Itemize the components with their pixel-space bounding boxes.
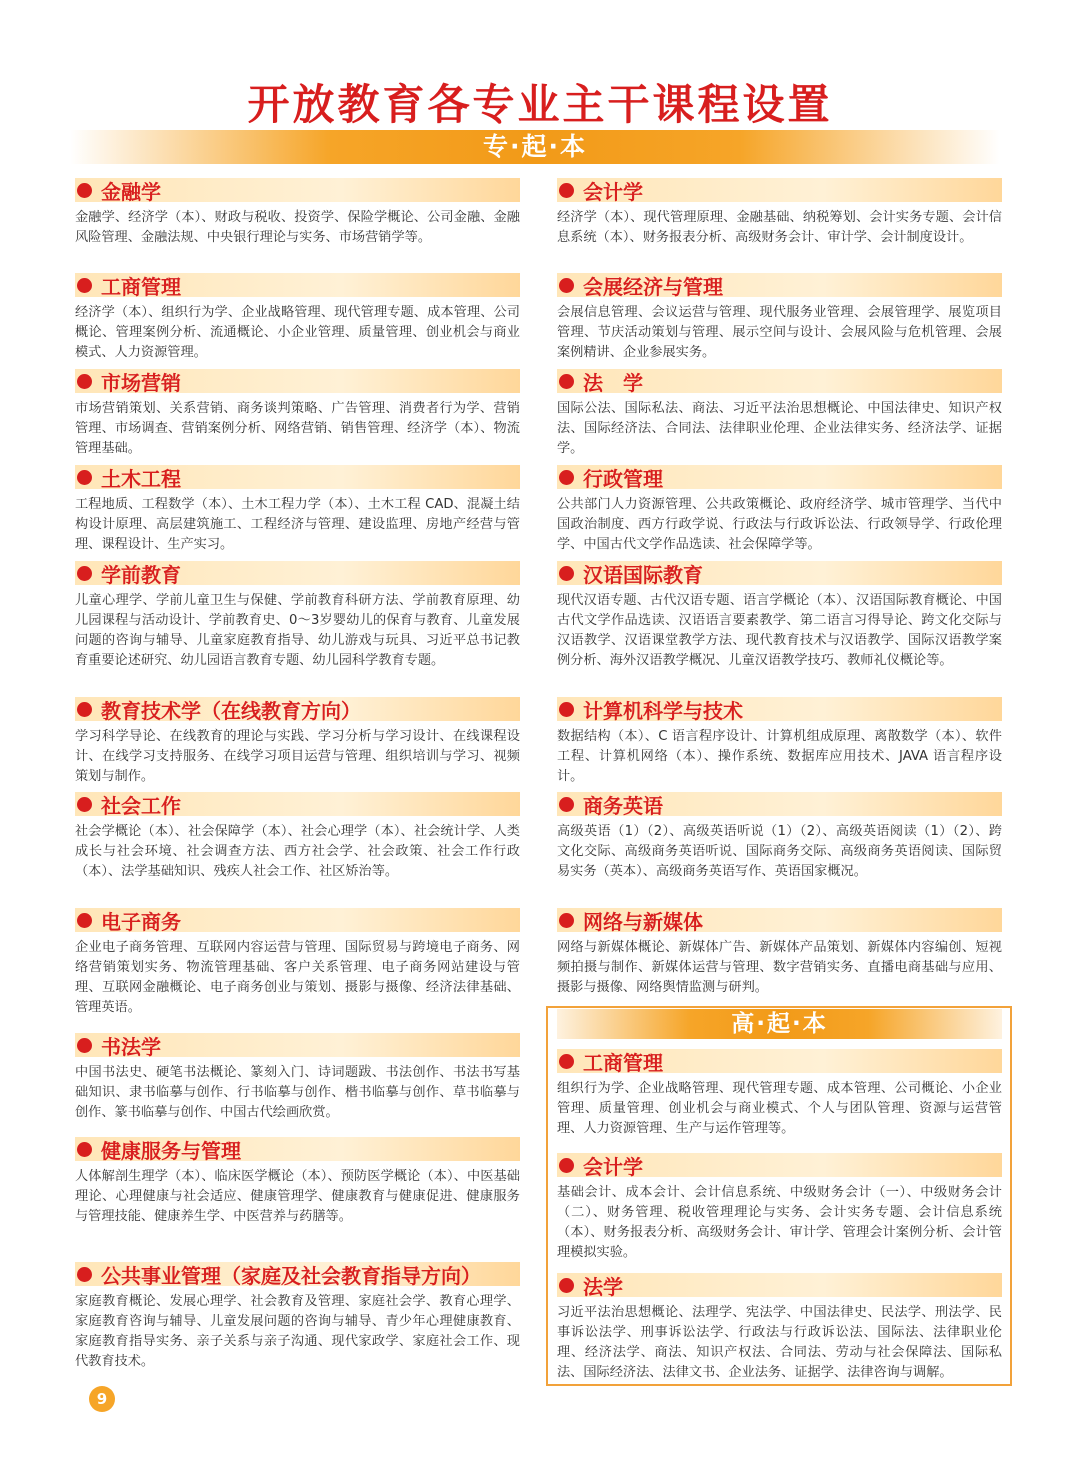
section-title: 书法学 <box>101 1034 161 1059</box>
page-number: 9 <box>89 1386 115 1412</box>
section-header <box>75 1137 520 1161</box>
bullet-dot-icon <box>77 1142 92 1157</box>
section-gonggongshiye <box>75 1262 520 1372</box>
section-header <box>557 178 1002 202</box>
section-shehuigongzuo <box>75 792 520 882</box>
section-title: 公共事业管理（家庭及社会教育指导方向） <box>101 1263 481 1288</box>
section-header <box>75 369 520 393</box>
section-gaoqi-kuaijixue <box>557 1153 1002 1263</box>
section-body: 公共部门人力资源管理、公共政策概论、政府经济学、城市管理学、当代中国政治制度、西方行政学说、行政法与行政诉讼法、行政领导学、行政伦理学、中国古代文学作品选读、社会保障学等。 <box>557 497 1002 552</box>
section-jinrongxue <box>75 178 520 248</box>
bullet-dot-icon <box>77 278 92 293</box>
section-body: 儿童心理学、学前儿童卫生与保健、学前教育科研方法、学前教育原理、幼儿园课程与活动设计、学前教育史、0～3岁婴幼儿的保育与教育、儿童发展问题的咨询与辅导、儿童家庭教育指导、幼儿游戏与玩具、习近平总书记教育重要论述研究、幼儿园语言教育专题、幼儿园科学教育专题。 <box>75 593 520 668</box>
section-title: 市场营销 <box>101 370 181 395</box>
bullet-dot-icon <box>559 1054 574 1069</box>
bullet-dot-icon <box>559 702 574 717</box>
section-kuaijixue <box>557 178 1002 248</box>
section-body: 经济学（本）、组织行为学、企业战略管理、现代管理专题、成本管理、公司概论、管理案例分析、流通概论、小企业管理、质量管理、创业机会与商业模式、人力资源管理。 <box>75 305 520 360</box>
section-header <box>75 273 520 297</box>
section-body: 人体解剖生理学（本）、临床医学概论（本）、预防医学概论（本）、中医基础理论、心理健康与社会适应、健康管理学、健康教育与健康促进、健康服务与管理技能、健康养生学、中医营养与药膳等。 <box>75 1169 520 1224</box>
section-header <box>557 465 1002 489</box>
bullet-dot-icon <box>559 470 574 485</box>
section-header <box>75 697 520 721</box>
section-title: 计算机科学与技术 <box>583 698 743 723</box>
section-title: 工商管理 <box>101 274 181 299</box>
section-xingzhengguanli <box>557 465 1002 555</box>
section-body: 金融学、经济学（本）、财政与税收、投资学、保险学概论、公司金融、金融风险管理、金融法规、中央银行理论与实务、市场营销学等。 <box>75 210 520 245</box>
gaoqiben-banner: 高·起·本 <box>557 1009 1002 1039</box>
bullet-dot-icon <box>77 1267 92 1282</box>
zhuanqiben-banner: 专·起·本 <box>70 130 1000 164</box>
section-header <box>557 1049 1002 1073</box>
section-header <box>557 1273 1002 1297</box>
section-title: 网络与新媒体 <box>583 909 703 934</box>
bullet-dot-icon <box>77 374 92 389</box>
section-title: 健康服务与管理 <box>101 1138 241 1163</box>
bullet-dot-icon <box>77 702 92 717</box>
section-title: 教育技术学（在线教育方向） <box>101 698 361 723</box>
section-header <box>75 178 520 202</box>
section-header <box>557 1153 1002 1177</box>
section-title: 社会工作 <box>101 793 181 818</box>
section-body: 社会学概论（本）、社会保障学（本）、社会心理学（本）、社会统计学、人类成长与社会环境、社会调查方法、西方社会学、社会政策、社会工作行政（本）、法学基础知识、残疾人社会工作、社区矫治等。 <box>75 824 520 879</box>
section-title: 法 学 <box>583 370 643 395</box>
section-hanyuguoji <box>557 561 1002 671</box>
section-body: 习近平法治思想概论、法理学、宪法学、中国法律史、民法学、刑法学、民事诉讼法学、刑事诉讼法学、行政法与行政诉讼法、国际法、法律职业伦理、经济法学、商法、知识产权法、合同法、劳动与社会保障法、国际私法、国际经济法、法律文书、企业法务、证据学、法律咨询与调解。 <box>557 1305 1002 1380</box>
bullet-dot-icon <box>77 797 92 812</box>
section-title: 会计学 <box>583 1154 643 1179</box>
section-title: 行政管理 <box>583 466 663 491</box>
section-header <box>557 908 1002 932</box>
bullet-dot-icon <box>559 1158 574 1173</box>
section-body: 高级英语（1）（2）、高级英语听说（1）（2）、高级英语阅读（1）（2）、跨文化交际、高级商务英语听说、国际商务交际、高级商务英语阅读、国际贸易实务（英本）、高级商务英语写作、英语国家概况。 <box>557 824 1002 879</box>
section-huizhan <box>557 273 1002 363</box>
section-body: 会展信息管理、会议运营与管理、现代服务业管理、会展管理学、展览项目管理、节庆活动策划与管理、展示空间与设计、会展风险与危机管理、会展案例精讲、企业参展实务。 <box>557 305 1002 360</box>
bullet-dot-icon <box>559 374 574 389</box>
section-header <box>75 792 520 816</box>
section-tumugongcheng <box>75 465 520 555</box>
section-body: 组织行为学、企业战略管理、现代管理专题、成本管理、公司概论、小企业管理、质量管理、创业机会与商业模式、个人与团队管理、资源与运营管理、人力资源管理、生产与运作管理等。 <box>557 1081 1002 1136</box>
section-header <box>557 792 1002 816</box>
section-header <box>75 465 520 489</box>
section-body: 基础会计、成本会计、会计信息系统、中级财务会计（一）、中级财务会计（二）、财务管理、税收管理理论与实务、会计实务专题、会计信息系统（本）、财务报表分析、高级财务会计、审计学、管理会计案例分析、会计管理模拟实验。 <box>557 1185 1002 1260</box>
section-shufaxue <box>75 1033 520 1123</box>
section-body: 市场营销策划、关系营销、商务谈判策略、广告管理、消费者行为学、营销管理、市场调查、营销案例分析、网络营销、销售管理、经济学（本）、物流管理基础。 <box>75 401 520 456</box>
section-header <box>557 697 1002 721</box>
bullet-dot-icon <box>77 470 92 485</box>
section-gaoqi-faxue <box>557 1273 1002 1383</box>
section-title: 汉语国际教育 <box>583 562 703 587</box>
section-title: 学前教育 <box>101 562 181 587</box>
section-header <box>75 1033 520 1057</box>
section-header <box>557 561 1002 585</box>
section-body: 家庭教育概论、发展心理学、社会教育及管理、家庭社会学、教育心理学、家庭教育咨询与辅导、儿童发展问题的咨询与辅导、青少年心理健康教育、家庭教育指导实务、亲子关系与亲子沟通、现代家政学、家庭社会工作、现代教育技术。 <box>75 1294 520 1369</box>
section-title: 电子商务 <box>101 909 181 934</box>
section-body: 学习科学导论、在线教育的理论与实践、学习分析与学习设计、在线课程设计、在线学习支持服务、在线学习项目运营与管理、组织培训与学习、视频策划与制作。 <box>75 729 520 784</box>
section-title: 金融学 <box>101 179 161 204</box>
section-body: 工程地质、工程数学（本）、土木工程力学（本）、土木工程 CAD、混凝土结构设计原理、高层建筑施工、工程经济与管理、建设监理、房地产经营与管理、课程设计、生产实习。 <box>75 497 520 552</box>
section-body: 现代汉语专题、古代汉语专题、语言学概论（本）、汉语国际教育概论、中国古代文学作品选读、汉语语言要素教学、第二语言习得导论、跨文化交际与汉语教学、汉语课堂教学方法、现代教育技术与汉语教学、国际汉语教学案例分析、海外汉语教学概况、儿童汉语教学技巧、教师礼仪概论等。 <box>557 593 1002 668</box>
section-jiaoyujishu <box>75 697 520 787</box>
section-xueqianjiaoyu <box>75 561 520 671</box>
section-header <box>75 1262 520 1286</box>
section-header <box>75 908 520 932</box>
section-title: 会计学 <box>583 179 643 204</box>
bullet-dot-icon <box>77 183 92 198</box>
section-body: 国际公法、国际私法、商法、习近平法治思想概论、中国法律史、知识产权法、国际经济法、合同法、法律职业伦理、企业法律实务、经济法学、证据学。 <box>557 401 1002 456</box>
section-shichangyingxiao <box>75 369 520 459</box>
section-header <box>557 273 1002 297</box>
section-gaoqi-gongshang <box>557 1049 1002 1139</box>
section-body: 网络与新媒体概论、新媒体广告、新媒体产品策划、新媒体内容编创、短视频拍摄与制作、新媒体运营与管理、数字营销实务、直播电商基础与应用、摄影与摄像、网络舆情监测与研判。 <box>557 940 1002 995</box>
bullet-dot-icon <box>559 278 574 293</box>
section-title: 会展经济与管理 <box>583 274 723 299</box>
section-body: 企业电子商务管理、互联网内容运营与管理、国际贸易与跨境电子商务、网络营销策划实务、物流管理基础、客户关系管理、电子商务网站建设与管理、互联网金融概论、电子商务创业与策划、摄影与摄像、经济法律基础、管理英语。 <box>75 940 520 1015</box>
bullet-dot-icon <box>559 797 574 812</box>
page-title: 开放教育各专业主干课程设置 <box>247 80 833 129</box>
section-dianzishangwu <box>75 908 520 1018</box>
section-body: 中国书法史、硬笔书法概论、篆刻入门、诗词题跋、书法创作、书法书写基础知识、隶书临摹与创作、行书临摹与创作、楷书临摹与创作、草书临摹与创作、篆书临摹与创作、中国古代绘画欣赏。 <box>75 1065 520 1120</box>
section-title: 法学 <box>583 1274 623 1299</box>
bullet-dot-icon <box>77 566 92 581</box>
section-wangluoxinmeiti <box>557 908 1002 998</box>
section-jisuanji <box>557 697 1002 787</box>
section-faxue <box>557 369 1002 459</box>
bullet-dot-icon <box>559 183 574 198</box>
bullet-dot-icon <box>559 566 574 581</box>
section-header <box>75 561 520 585</box>
section-body: 经济学（本）、现代管理原理、金融基础、纳税筹划、会计实务专题、会计信息系统（本）、财务报表分析、高级财务会计、审计学、会计制度设计。 <box>557 210 1002 245</box>
section-title: 土木工程 <box>101 466 181 491</box>
section-title: 商务英语 <box>583 793 663 818</box>
section-title: 工商管理 <box>583 1050 663 1075</box>
bullet-dot-icon <box>559 913 574 928</box>
bullet-dot-icon <box>77 913 92 928</box>
bullet-dot-icon <box>77 1038 92 1053</box>
bullet-dot-icon <box>559 1278 574 1293</box>
section-header <box>557 369 1002 393</box>
section-jiankangfuwu <box>75 1137 520 1227</box>
section-shangwuyingyu <box>557 792 1002 882</box>
section-body: 数据结构（本）、C 语言程序设计、计算机组成原理、离散数学（本）、软件工程、计算机网络（本）、操作系统、数据库应用技术、JAVA 语言程序设计。 <box>557 729 1002 784</box>
section-gongshang <box>75 273 520 363</box>
